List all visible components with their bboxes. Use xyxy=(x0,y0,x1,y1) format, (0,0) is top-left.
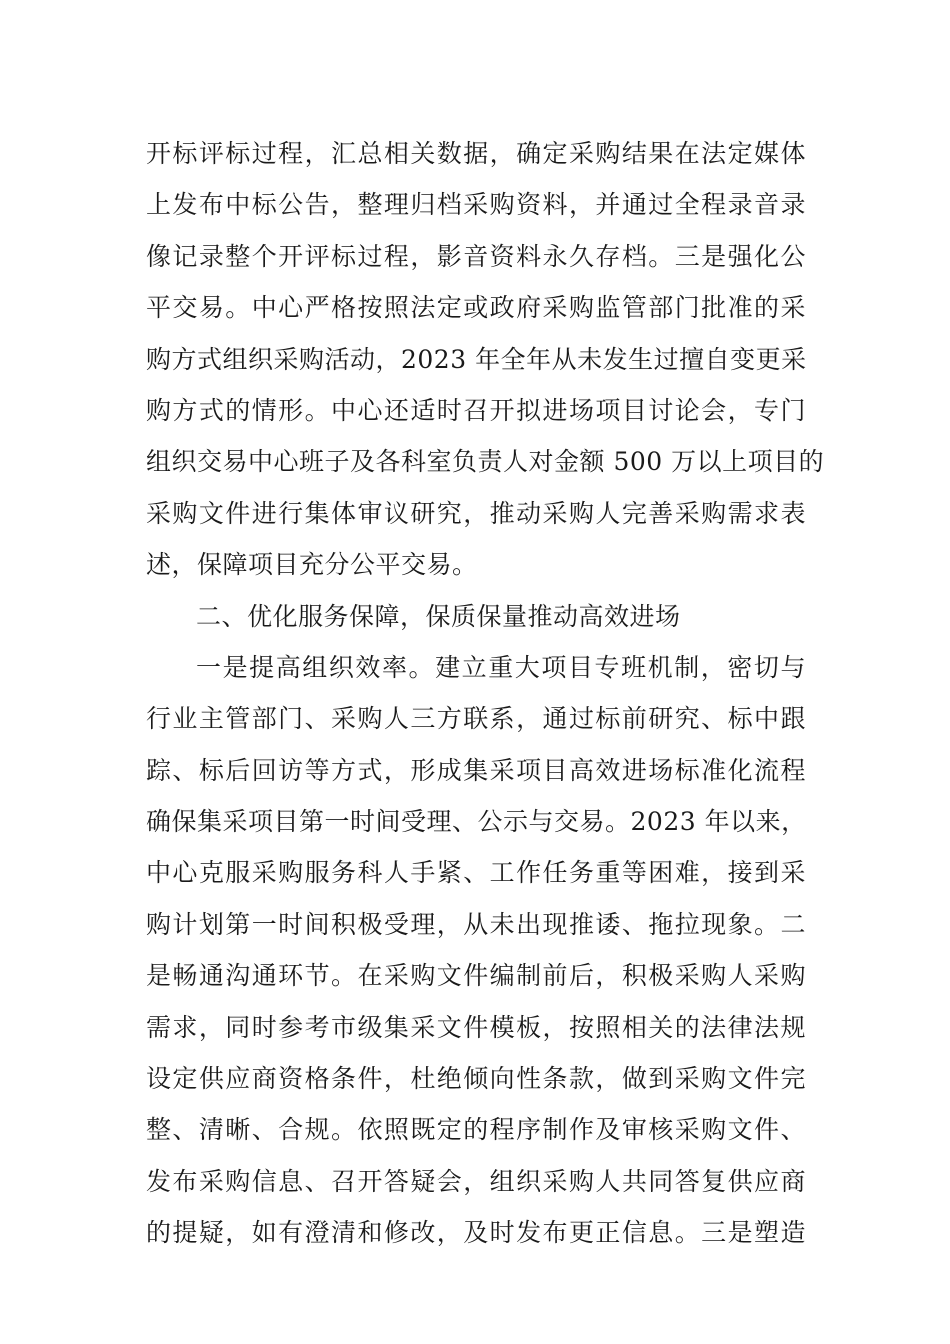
text-line: 需求，同时参考市级集采文件模板，按照相关的法律法规 xyxy=(146,1012,806,1042)
text-line: 平交易。中心严格按照法定或政府采购监管部门批准的采 xyxy=(146,293,806,323)
text-line: 是畅通沟通环节。在采购文件编制前后，积极采购人采购 xyxy=(146,961,806,991)
text-line: 的提疑，如有澄清和修改，及时发布更正信息。三是塑造 xyxy=(146,1218,806,1248)
text-line: 述，保障项目充分公平交易。 xyxy=(146,550,478,580)
text-line: 设定供应商资格条件，杜绝倾向性条款，做到采购文件完 xyxy=(146,1064,806,1094)
body-text xyxy=(146,128,825,1259)
section-heading: 二、优化服务保障，保质保量推动高效进场 xyxy=(196,601,681,631)
text-line: 购方式的情形。中心还适时召开拟进场项目讨论会，专门 xyxy=(146,395,806,425)
text-line: 组织交易中心班子及各科室负责人对金额 500 万以上项目的 xyxy=(146,447,825,477)
text-line: 一是提高组织效率。建立重大项目专班机制，密切与 xyxy=(196,652,806,682)
text-line: 上发布中标公告，整理归档采购资料，并通过全程录音录 xyxy=(146,190,806,220)
text-line: 采购文件进行集体审议研究，推动采购人完善采购需求表 xyxy=(146,498,806,528)
text-line: 行业主管部门、采购人三方联系，通过标前研究、标中跟 xyxy=(146,704,806,734)
text-line: 整、清晰、合规。依照既定的程序制作及审核采购文件、 xyxy=(146,1115,806,1145)
text-line: 确保集采项目第一时间受理、公示与交易。2023 年以来， xyxy=(146,807,807,837)
text-line: 踪、标后回访等方式，形成集采项目高效进场标准化流程 xyxy=(146,755,806,785)
text-line: 中心克服采购服务科人手紧、工作任务重等困难，接到采 xyxy=(146,858,806,888)
text-line: 发布采购信息、召开答疑会，组织采购人共同答复供应商 xyxy=(146,1166,806,1196)
text-line: 像记录整个开评标过程，影音资料永久存档。三是强化公 xyxy=(146,241,806,271)
text-line: 购计划第一时间积极受理，从未出现推诿、拖拉现象。二 xyxy=(146,909,806,939)
text-line: 购方式组织采购活动，2023 年全年从未发生过擅自变更采 xyxy=(146,344,807,374)
text-line: 开标评标过程，汇总相关数据，确定采购结果在法定媒体 xyxy=(146,139,806,168)
